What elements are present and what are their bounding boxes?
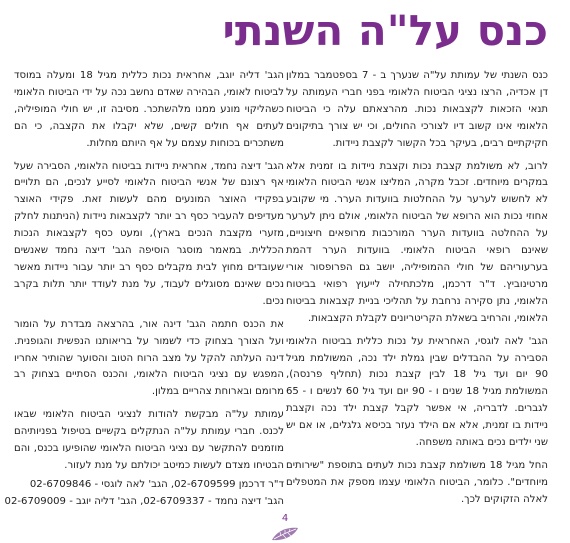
paragraph: הגב' דיצה נחמד, אחראית ניידות בביטוח הלאומי, הסבירה שעל אף רצונם של אנשי הביטוח הלאומי לסייע לנכים, הם תלויים בפקידי האוצר המונעים מהם לעשות זאת. פקידי האוצר מעדיפים להעביר כסף רב יותר לקצבאות ניידות (הניתנות לחלק מזערי מקצבת הנכים בארץ), ומעט כסף לקצבאות הנכות הכללית. במאמר מוסגר הוסיפה הגב' דיצה נחמד שאנשים שעובדים מחוץ לבית מקבלים כסף רב יותר עבור ניידות מאשר נכים שאינם מסוגלים לעבוד, על מנת לעודד יותר תלות בקרב נכים. <box>14 160 284 307</box>
leaf-icon <box>270 525 300 543</box>
right-column <box>286 68 548 515</box>
paragraph: את הכנס חתמה הגב' דינה אור, בהרצאה מבדרת על הומור ועל הצורך בצחוק כדי לשמור על בריאותנו הנפשית והגופנית. דינה העלתה להקל על מצב הרוח הטוב והסוער שהותיר אחריו המפגש עם נציגי הביטוח הלאומי, והכנס הסתיים בצחוק רב מרומם ובארוחת צהריים במלון. <box>14 318 284 398</box>
paragraph: החל מגיל 18 משולמת קצבת נכות לעתים בתוספת "שירותים מיוחדים". כלומר, הביטוח הלאומי עצמו מספק את המטפלים לאלה הזקוקים לכך. <box>286 459 549 505</box>
paragraph: הגב' דליה יוגב, אחראית נכות כללית מגיל 18 ומעלה במוסד לביטוח לאומי, הבהירה שאדם נחשב נכה על ידי הביטוח הלאומי כשהליקוי מונע ממנו מלהשתכר. מסיבה זו, יש חולי המופיליה, לעתים אף חולים קשים, שלא יקבלו את הקצבה, כי הם משתכרים בכוחות עצמם על אף היותם מחלות. <box>14 70 284 149</box>
paragraph: הגב' לאה לוגסי, האחראית על נכות כללית בביטוח הלאומי הסבירה על ההבדלים שבין גמלת ילד נכה, המשולמת מגיל 90 יום ועד גיל 18 לבין קצבת נכות (תחליף פרנסה), המשולמת מגיל 18 שנים ו - 90 יום ועד גיל 60 לנשים ו - 65 לגברים. לדבריה, אי אפשר לקבל קצבת ילד נכה וקצבת ניידות בו זמנית, אלא אם הילד נעזר בכיסא גלגלים, או אם יש שני ילדים נכים באותה משפחה. <box>286 335 548 449</box>
paragraph: לרוב, לא משולמת קצבת נכות וקצבת ניידות בו זמנית אלא במקרים מיוחדים. זכבל מקרה, המליצו אנשי הביטוח הלאומי לא לחשוש לערער על ההחלטות בוועדות הערר. מי שקובע אחוזי נכות הוא הרופא של הביטוח הלאומי, אולם ניתן לערער על ההחלטה בוועדות הערר המורכבות מרופאים חיצוניים, שאינם רופאי הביטוח הלאומי. בוועדות הערר דהמת בערעוריהם של חולי ההמופיליה, יושב גם הפרופסור אורי מרטינוביץ. ד"ר דרכמן, מלכתחילה לייעוץ רפואי בביטוח הלאומי, נתן סקירה נרחבת על תהליכי בניית קצבאות בביטוח הלאומי, והרחיב בשאלת הקריטריונים לקבלת הקצבאות. <box>286 160 548 324</box>
paragraph: כנס השנתי של עמותת על"ה שנערך ב - 7 בספטמבר במלון דן אכדיה, הרצו נציגי הביטוח הלאומי בפני חברי העמותה על תנאי הזכאות לקצבאות נכות. מהרצאתם עלה כי הביטוח הלאומי אינו קשוב דיו לצורכי החולים, וכי יש צורך בתיקונים חקיקתיים רבים, בעיקר בכל הקשור לקצבת ניידות. <box>286 70 548 149</box>
contact-line: הגב' דיצה נחמד - 02-6709337, הגב' דליה יוגב - 02-6709009 <box>4 495 284 507</box>
page-title: כנס על"ה השנתי <box>222 6 548 55</box>
page-footer <box>0 506 570 543</box>
left-column <box>4 68 284 511</box>
page-number: 4 <box>281 513 289 524</box>
paragraph: עמותת על"ה מבקשת להודות לנציגי הביטוח הלאומי שבאו לכנס. חברי עמותת על"ה הנתקלים בקשיים בטיפול בפניותיהם מוזמנים להתקשר עם נציגי הביטוח הלאומי שהופיעו בכנס, והם הבטיחו מצדם לעשות כמיטב יכולתם על מנת לעזור. <box>14 409 284 471</box>
contact-line: ד"ר דרכמן 02-6709599, הגב' לאה לוגסי - 02-6709846 <box>29 478 284 490</box>
